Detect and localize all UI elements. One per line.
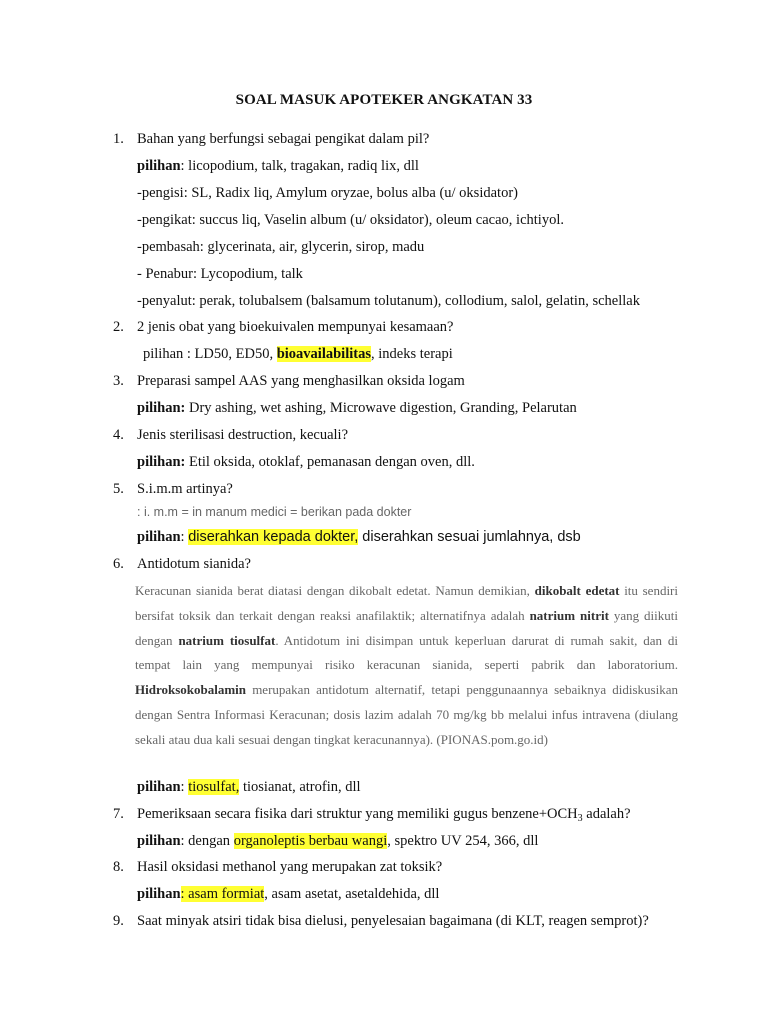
q9-number: 9. xyxy=(113,913,124,929)
q6-para-seg-2: itu sendiri bersifat toksik dan terkait dengan reaksi anafilaktik; alternatifnya adalah xyxy=(135,583,678,623)
q8-pilihan xyxy=(137,885,439,903)
q1-pengisi: -pengisi: SL, Radix liq, Amylum oryzae, bolus alba (u/ oksidator) xyxy=(137,185,518,201)
q8-question: Hasil oksidasi methanol yang merupakan zat toksik? xyxy=(137,859,443,875)
q6-para-seg-8: merupakan antidotum alternatif, tetapi penggunaannya sebaiknya didiskusikan dengan Sentra Informasi Keracunan; dosis lazim adalah 70 mg/kg bb melalui infus intravena (diulang sekali atau dua kali sesuai dengan tingkat keracunannya). (PIONAS.pom.go.id) xyxy=(135,682,678,747)
q9-question: Saat minyak atsiri tidak bisa dielusi, penyelesaian bagaimana (di KLT, reagen semprot)? xyxy=(137,913,649,929)
q1-penabur: - Penabur: Lycopodium, talk xyxy=(137,266,303,282)
q7-question-post: adalah? xyxy=(582,806,631,822)
q7-question xyxy=(137,805,631,823)
q5-pilihan-post: diserahkan sesuai jumlahnya, dsb xyxy=(358,529,581,545)
q7-pilihan-colon: : dengan xyxy=(180,833,234,849)
q5-pilihan xyxy=(137,528,581,546)
q5-note: : i. m.m = in manum medici = berikan pada dokter xyxy=(137,505,412,519)
q3-number: 3. xyxy=(113,373,124,389)
q8-number: 8. xyxy=(113,859,124,875)
q2-pilihan xyxy=(143,345,453,363)
q8-pilihan-highlight: : asam formiat xyxy=(180,886,265,902)
q1-question: Bahan yang berfungsi sebagai pengikat dalam pil? xyxy=(137,131,430,147)
q5-question: S.i.m.m artinya? xyxy=(137,481,233,497)
q3-pilihan-text: Dry ashing, wet ashing, Microwave digestion, Granding, Pelarutan xyxy=(185,400,577,416)
q2-question: 2 jenis obat yang bioekuivalen mempunyai kesamaan? xyxy=(137,319,454,335)
q3-question: Preparasi sampel AAS yang menghasilkan oksida logam xyxy=(137,373,465,389)
q1-pengikat: -pengikat: succus liq, Vaselin album (u/ oksidator), oleum cacao, ichtiyol. xyxy=(137,212,564,228)
q1-penyalut: -penyalut: perak, tolubalsem (balsamum tolutanum), collodium, salol, gelatin, schellak xyxy=(137,293,640,309)
q7-question-sub: 3 xyxy=(577,813,583,824)
q4-number: 4. xyxy=(113,427,124,443)
q7-pilihan-post: , spektro UV 254, 366, dll xyxy=(387,833,539,849)
q5-number: 5. xyxy=(113,481,124,497)
q7-pilihan-highlight: organoleptis berbau wangi xyxy=(233,833,388,849)
q7-pilihan-label: pilihan xyxy=(137,833,181,849)
q5-pilihan-colon: : xyxy=(180,529,189,545)
q6-pilihan-colon: : xyxy=(180,779,189,795)
q6-para-seg-1: dikobalt edetat xyxy=(534,583,620,598)
q5-pilihan-label: pilihan xyxy=(137,529,181,545)
q2-pilihan-highlight: bioavailabilitas xyxy=(276,346,371,362)
q7-question-pre: Pemeriksaan secara fisika dari struktur yang memiliki gugus benzene+OCH xyxy=(137,806,578,822)
q2-pilihan-pre: pilihan : LD50, ED50, xyxy=(143,346,277,362)
q1-pembasah: -pembasah: glycerinata, air, glycerin, sirop, madu xyxy=(137,239,425,255)
q1-pilihan-label: pilihan xyxy=(137,158,181,174)
q6-pilihan-label: pilihan xyxy=(137,779,181,795)
q6-pilihan-post: tiosianat, atrofin, dll xyxy=(239,779,361,795)
q4-pilihan xyxy=(137,453,475,471)
q4-pilihan-label: pilihan: xyxy=(137,454,186,470)
q1-number: 1. xyxy=(113,131,124,147)
q8-pilihan-label: pilihan xyxy=(137,886,181,902)
q4-question: Jenis sterilisasi destruction, kecuali? xyxy=(137,427,349,443)
q6-para-seg-4: yang diikuti dengan xyxy=(135,607,679,648)
q6-pilihan xyxy=(137,778,361,796)
q6-para-seg-7: Hidroksokobalamin xyxy=(135,682,247,698)
q1-pilihan-text: : licopodium, talk, tragakan, radiq lix, dll xyxy=(180,158,419,174)
q2-number: 2. xyxy=(113,319,124,335)
q7-pilihan xyxy=(137,832,538,850)
q6-para-seg-6: . Antidotum ini disimpan untuk keperluan darurat di rumah sakit, dan di tempat lain yang mempunyai risiko keracunan sianida, seperti pabrik dan laboratorium. xyxy=(135,632,679,673)
q6-pilihan-highlight: tiosulfat, xyxy=(188,779,240,795)
q8-pilihan-post: , asam asetat, asetaldehida, dll xyxy=(264,886,440,902)
q7-number: 7. xyxy=(113,806,124,822)
q1-pilihan xyxy=(137,157,419,175)
q6-para-seg-5: natrium tiosulfat xyxy=(178,632,276,648)
q3-pilihan-label: pilihan: xyxy=(137,400,186,416)
q5-pilihan-highlight: diserahkan kepada dokter, xyxy=(188,529,359,545)
q2-pilihan-post: , indeks terapi xyxy=(371,346,453,362)
q4-pilihan-text: Etil oksida, otoklaf, pemanasan dengan oven, dll. xyxy=(185,454,475,470)
q6-question: Antidotum sianida? xyxy=(137,556,251,572)
q6-para-seg-0: Keracunan sianida berat diatasi dengan dikobalt edetat. Namun demikian, xyxy=(135,583,535,598)
document-title: SOAL MASUK APOTEKER ANGKATAN 33 xyxy=(235,92,533,108)
q6-para-seg-3: natrium nitrit xyxy=(529,607,609,623)
q6-explanation xyxy=(135,579,678,753)
q6-number: 6. xyxy=(113,556,124,572)
q3-pilihan xyxy=(137,399,577,417)
